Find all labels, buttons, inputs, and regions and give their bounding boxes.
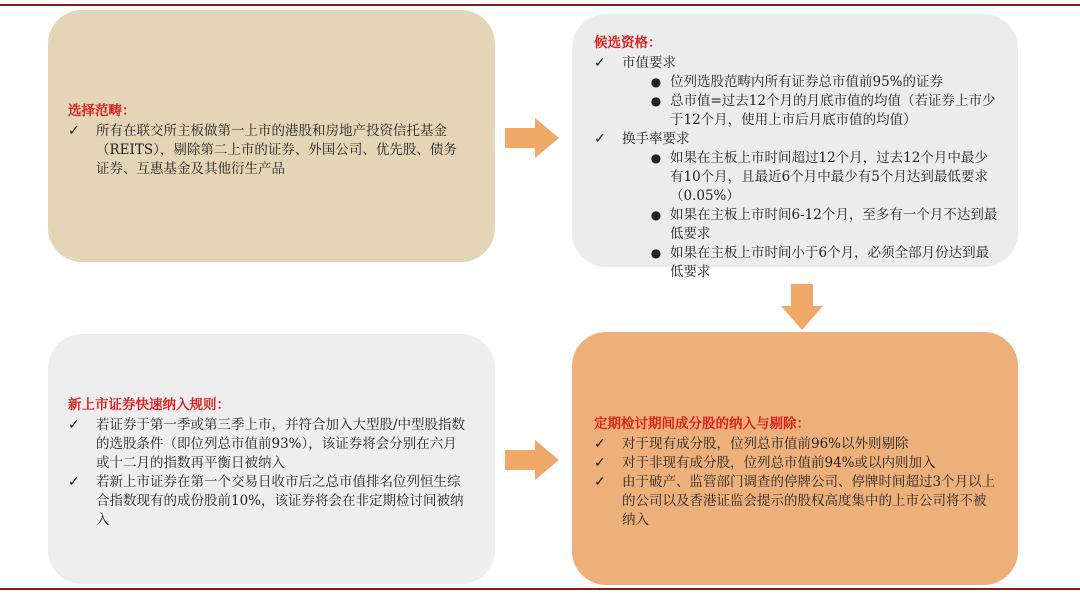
list-item (594, 54, 1000, 73)
eligibility-heading: 候选资格： (594, 35, 662, 51)
dot-icon: ● (650, 246, 662, 260)
check-icon: ✓ (68, 417, 80, 433)
dot-icon: ● (650, 94, 662, 108)
fast-entry-heading: 新上市证券快速纳入规则： (68, 397, 230, 413)
sub-list-item (594, 73, 1000, 92)
list-item (68, 122, 465, 179)
check-icon: ✓ (594, 455, 606, 471)
fast-entry-box (48, 334, 495, 584)
review-item-text: 对于现有成分股，位列总市值前96%以外则剔除 (622, 436, 909, 452)
list-item (68, 473, 467, 530)
sub-item-text: 总市值=过去12个月的月底市值的均值（若证券上市少于12个月，使用上市后月底市值的均值） (670, 93, 996, 128)
scope-box (48, 10, 495, 262)
turnover-label: 换手率要求 (622, 131, 690, 147)
fast-entry-item-text: 若证券于第一季或第三季上市，并符合加入大型股/中型股指数的选股条件（即位列总市值前93%），该证券将会分别在六月或十二月的指数再平衡日被纳入 (96, 417, 466, 471)
dot-icon: ● (650, 151, 662, 165)
check-icon: ✓ (594, 131, 606, 147)
sub-list-item (594, 244, 1000, 282)
scope-heading: 选择范畴： (68, 103, 136, 119)
down-arrow-icon (781, 284, 823, 330)
dot-icon: ● (650, 75, 662, 89)
fast-entry-item-text: 若新上市证券在第一个交易日收市后之总市值排名位列恒生综合指数现有的成份股前10%，该证券将会在非定期检讨间被纳入 (96, 474, 464, 528)
review-box (572, 332, 1018, 585)
sub-list-item (594, 92, 1000, 130)
list-item (594, 435, 998, 454)
sub-item-text: 如果在主板上市时间超过12个月，过去12个月中最少有10个月，且最近6个月中最少有5个月达到最低要求（0.05%） (670, 150, 988, 204)
sub-list-item (594, 206, 1000, 244)
check-icon: ✓ (68, 123, 80, 139)
sub-item-text: 位列选股范畴内所有证券总市值前95%的证券 (670, 74, 944, 90)
sub-item-text: 如果在主板上市时间小于6个月，必须全部月份达到最低要求 (670, 245, 990, 280)
list-item (594, 473, 998, 530)
top-rule (0, 4, 1080, 6)
list-item (68, 416, 467, 473)
right-arrow-icon (505, 440, 559, 480)
review-item-text: 由于破产、监管部门调查的停牌公司、停牌时间超过3个月以上的公司以及香港证监会提示的股权高度集中的上市公司将不被纳入 (622, 474, 996, 528)
review-item-text: 对于非现有成分股，位列总市值前94%或以内则加入 (622, 455, 936, 471)
check-icon: ✓ (594, 474, 606, 490)
list-item (594, 130, 1000, 149)
check-icon: ✓ (594, 436, 606, 452)
market-cap-label: 市值要求 (622, 55, 676, 71)
sub-list-item (594, 149, 1000, 206)
bottom-rule (0, 588, 1080, 590)
scope-item-text: 所有在联交所主板做第一上市的港股和房地产投资信托基金（REITS），剔除第二上市的证券、外国公司、优先股、债务证券、互惠基金及其他衍生产品 (96, 123, 457, 177)
sub-item-text: 如果在主板上市时间6-12个月，至多有一个月不达到最低要求 (670, 207, 998, 242)
review-heading: 定期检讨期间成分股的纳入与剔除： (594, 416, 810, 432)
dot-icon: ● (650, 208, 662, 222)
check-icon: ✓ (68, 474, 80, 490)
check-icon: ✓ (594, 55, 606, 71)
eligibility-box (572, 14, 1018, 280)
right-arrow-icon (505, 118, 559, 158)
list-item (594, 454, 998, 473)
